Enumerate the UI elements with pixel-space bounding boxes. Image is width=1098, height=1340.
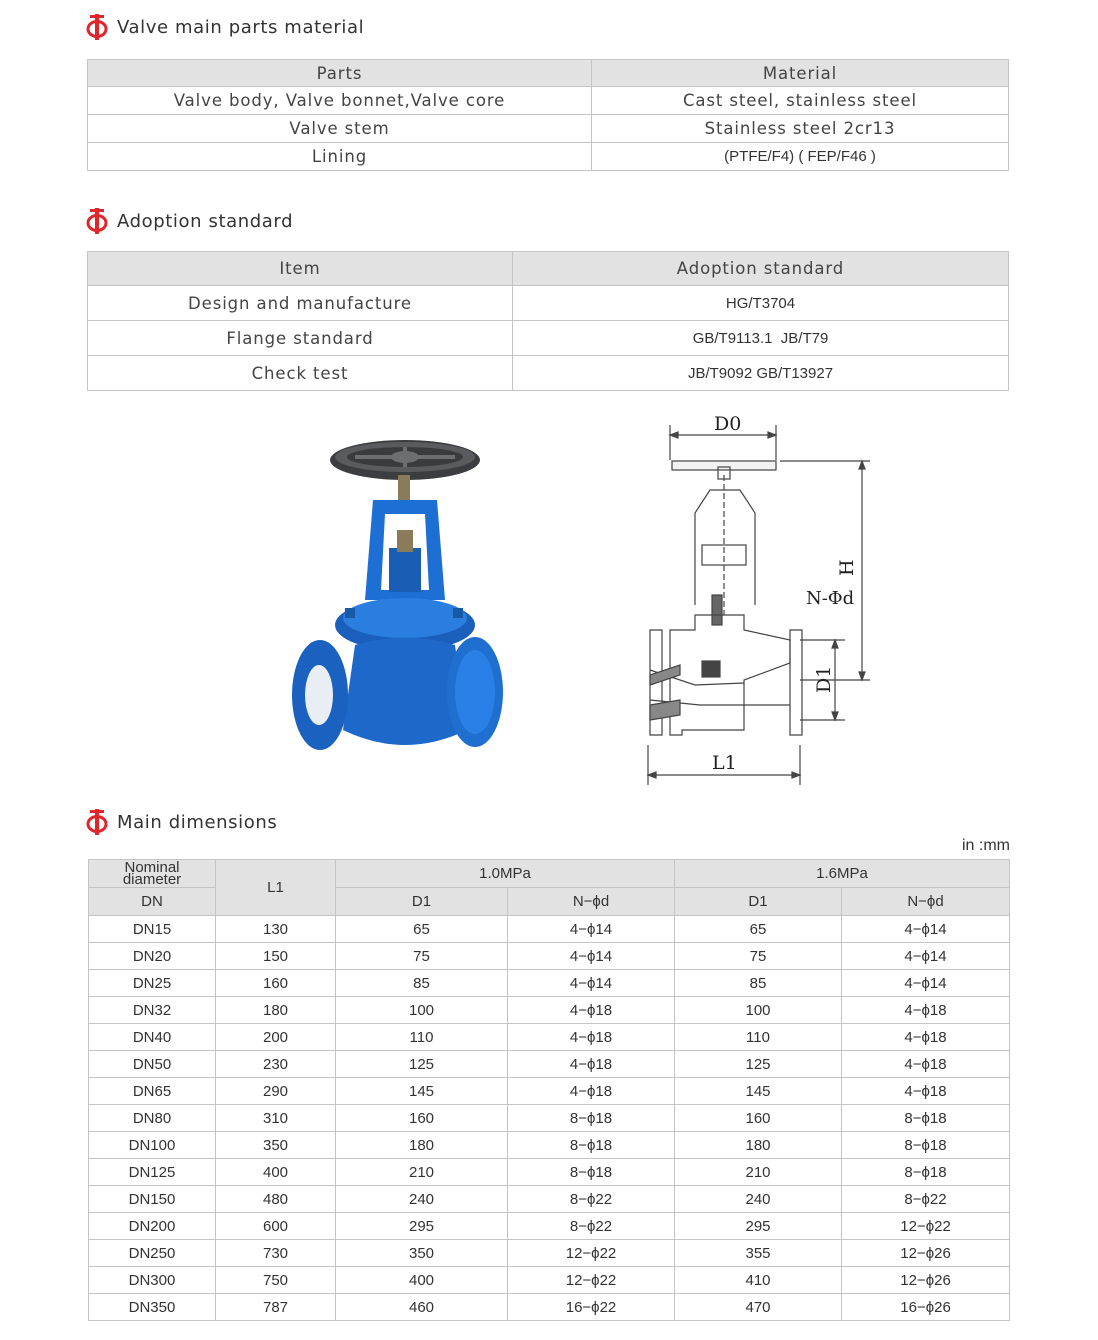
dn-cell: DN150 bbox=[89, 1186, 216, 1213]
d1-cell-1mpa: 145 bbox=[336, 1078, 508, 1105]
table-row bbox=[89, 943, 1010, 970]
n-phi-d-cell-1mpa: 12−ϕ22 bbox=[508, 1267, 675, 1294]
dim-label-l1: L1 bbox=[712, 752, 737, 774]
table-row bbox=[88, 286, 1009, 321]
col-header-d1: D1 bbox=[336, 888, 508, 916]
d1-cell-1-6mpa: 210 bbox=[675, 1159, 842, 1186]
table-row bbox=[88, 87, 1009, 115]
standards-section-title bbox=[86, 208, 293, 234]
d1-cell-1-6mpa: 110 bbox=[675, 1024, 842, 1051]
d1-cell-1mpa: 100 bbox=[336, 997, 508, 1024]
l1-cell: 130 bbox=[216, 916, 336, 943]
col-header-nominal-diameter bbox=[89, 860, 216, 888]
nominal-line-1: Nominal bbox=[124, 859, 180, 876]
part-material: Cast steel, stainless steel bbox=[592, 87, 1009, 115]
l1-cell: 200 bbox=[216, 1024, 336, 1051]
table-row bbox=[89, 1159, 1010, 1186]
n-phi-d-cell-1-6mpa: 8−ϕ22 bbox=[842, 1186, 1010, 1213]
valve-photo bbox=[285, 430, 510, 785]
l1-cell: 180 bbox=[216, 997, 336, 1024]
dn-cell: DN65 bbox=[89, 1078, 216, 1105]
n-phi-d-cell-1mpa: 16−ϕ22 bbox=[508, 1294, 675, 1321]
materials-title-text: Valve main parts material bbox=[117, 16, 365, 38]
dn-cell: DN100 bbox=[89, 1132, 216, 1159]
l1-cell: 160 bbox=[216, 970, 336, 997]
table-row bbox=[89, 916, 1010, 943]
standard-value: JB/T9092 GB/T13927 bbox=[513, 356, 1009, 391]
n-phi-d-cell-1mpa: 8−ϕ22 bbox=[508, 1186, 675, 1213]
n-phi-d-cell-1-6mpa: 8−ϕ18 bbox=[842, 1132, 1010, 1159]
col-header-item: Item bbox=[88, 252, 513, 286]
dn-cell: DN40 bbox=[89, 1024, 216, 1051]
valve-cross-section-diagram bbox=[640, 405, 880, 790]
col-header-material: Material bbox=[592, 60, 1009, 87]
d1-cell-1mpa: 295 bbox=[336, 1213, 508, 1240]
l1-cell: 730 bbox=[216, 1240, 336, 1267]
d1-cell-1-6mpa: 355 bbox=[675, 1240, 842, 1267]
n-phi-d-cell-1-6mpa: 4−ϕ14 bbox=[842, 970, 1010, 997]
d1-cell-1mpa: 160 bbox=[336, 1105, 508, 1132]
n-phi-d-cell-1mpa: 12−ϕ22 bbox=[508, 1240, 675, 1267]
d1-cell-1-6mpa: 240 bbox=[675, 1186, 842, 1213]
table-row bbox=[89, 997, 1010, 1024]
d1-cell-1mpa: 240 bbox=[336, 1186, 508, 1213]
l1-cell: 400 bbox=[216, 1159, 336, 1186]
dn-cell: DN300 bbox=[89, 1267, 216, 1294]
l1-cell: 230 bbox=[216, 1051, 336, 1078]
d1-cell-1mpa: 65 bbox=[336, 916, 508, 943]
col-header-d1: D1 bbox=[675, 888, 842, 916]
n-phi-d-cell-1mpa: 4−ϕ14 bbox=[508, 916, 675, 943]
d1-cell-1mpa: 85 bbox=[336, 970, 508, 997]
standards-title-text: Adoption standard bbox=[117, 210, 294, 232]
d1-cell-1-6mpa: 470 bbox=[675, 1294, 842, 1321]
n-phi-d-cell-1-6mpa: 12−ϕ26 bbox=[842, 1267, 1010, 1294]
dim-label-d1: D1 bbox=[813, 665, 835, 693]
part-name: Valve body, Valve bonnet,Valve core bbox=[88, 87, 592, 115]
table-row bbox=[89, 970, 1010, 997]
n-phi-d-cell-1-6mpa: 4−ϕ14 bbox=[842, 916, 1010, 943]
n-phi-d-cell-1mpa: 4−ϕ18 bbox=[508, 1078, 675, 1105]
n-phi-d-cell-1mpa: 8−ϕ22 bbox=[508, 1213, 675, 1240]
table-row bbox=[88, 356, 1009, 391]
d1-cell-1mpa: 110 bbox=[336, 1024, 508, 1051]
col-header-parts: Parts bbox=[88, 60, 592, 87]
dim-label-d0: D0 bbox=[714, 413, 742, 435]
valve-symbol-icon bbox=[86, 809, 108, 835]
standard-value: HG/T3704 bbox=[513, 286, 1009, 321]
d1-cell-1-6mpa: 410 bbox=[675, 1267, 842, 1294]
dn-cell: DN350 bbox=[89, 1294, 216, 1321]
n-phi-d-cell-1mpa: 8−ϕ18 bbox=[508, 1132, 675, 1159]
d1-cell-1mpa: 210 bbox=[336, 1159, 508, 1186]
n-phi-d-cell-1-6mpa: 4−ϕ18 bbox=[842, 1078, 1010, 1105]
d1-cell-1-6mpa: 125 bbox=[675, 1051, 842, 1078]
col-header-pressure-1: 1.0MPa bbox=[336, 860, 675, 888]
l1-cell: 350 bbox=[216, 1132, 336, 1159]
dimensions-section-title bbox=[86, 809, 277, 835]
table-row bbox=[89, 1078, 1010, 1105]
table-row bbox=[89, 1024, 1010, 1051]
standard-value: GB/T9113.1 JB/T79 bbox=[513, 321, 1009, 356]
n-phi-d-cell-1mpa: 4−ϕ18 bbox=[508, 1024, 675, 1051]
table-row bbox=[89, 1132, 1010, 1159]
valve-symbol-icon bbox=[86, 208, 108, 234]
table-row bbox=[88, 143, 1009, 171]
dimensions-title-text: Main dimensions bbox=[117, 811, 278, 833]
d1-cell-1mpa: 460 bbox=[336, 1294, 508, 1321]
l1-cell: 310 bbox=[216, 1105, 336, 1132]
table-row bbox=[89, 1267, 1010, 1294]
d1-cell-1-6mpa: 85 bbox=[675, 970, 842, 997]
materials-table bbox=[87, 59, 1009, 171]
d1-cell-1mpa: 125 bbox=[336, 1051, 508, 1078]
table-row bbox=[89, 1186, 1010, 1213]
n-phi-d-cell-1mpa: 8−ϕ18 bbox=[508, 1159, 675, 1186]
d1-cell-1mpa: 400 bbox=[336, 1267, 508, 1294]
dimensions-table bbox=[88, 859, 1010, 1321]
dn-cell: DN250 bbox=[89, 1240, 216, 1267]
n-phi-d-cell-1-6mpa: 4−ϕ14 bbox=[842, 943, 1010, 970]
dim-label-h: H bbox=[836, 559, 858, 576]
n-phi-d-cell-1-6mpa: 4−ϕ18 bbox=[842, 1051, 1010, 1078]
dn-cell: DN200 bbox=[89, 1213, 216, 1240]
dn-cell: DN20 bbox=[89, 943, 216, 970]
table-row bbox=[89, 1051, 1010, 1078]
col-header-n-phi-d: N−ϕd bbox=[842, 888, 1010, 916]
table-row bbox=[89, 1105, 1010, 1132]
col-header-l1: L1 bbox=[216, 860, 336, 916]
d1-cell-1-6mpa: 100 bbox=[675, 997, 842, 1024]
table-row bbox=[88, 321, 1009, 356]
n-phi-d-cell-1-6mpa: 8−ϕ18 bbox=[842, 1105, 1010, 1132]
part-material: (PTFE/F4) ( FEP/F46 ) bbox=[592, 143, 1009, 171]
unit-label: in :mm bbox=[962, 837, 1010, 854]
l1-cell: 480 bbox=[216, 1186, 336, 1213]
col-header-pressure-2: 1.6MPa bbox=[675, 860, 1010, 888]
dn-cell: DN80 bbox=[89, 1105, 216, 1132]
standard-item: Flange standard bbox=[88, 321, 513, 356]
table-row bbox=[89, 1240, 1010, 1267]
standards-table bbox=[87, 251, 1009, 391]
part-material: Stainless steel 2cr13 bbox=[592, 115, 1009, 143]
valve-symbol-icon bbox=[86, 14, 108, 40]
dn-cell: DN15 bbox=[89, 916, 216, 943]
standard-item: Design and manufacture bbox=[88, 286, 513, 321]
n-phi-d-cell-1-6mpa: 4−ϕ18 bbox=[842, 997, 1010, 1024]
d1-cell-1-6mpa: 160 bbox=[675, 1105, 842, 1132]
d1-cell-1-6mpa: 75 bbox=[675, 943, 842, 970]
col-header-n-phi-d: N−ϕd bbox=[508, 888, 675, 916]
l1-cell: 750 bbox=[216, 1267, 336, 1294]
table-row bbox=[89, 1294, 1010, 1321]
n-phi-d-cell-1-6mpa: 8−ϕ18 bbox=[842, 1159, 1010, 1186]
table-row bbox=[89, 1213, 1010, 1240]
d1-cell-1-6mpa: 145 bbox=[675, 1078, 842, 1105]
l1-cell: 150 bbox=[216, 943, 336, 970]
n-phi-d-cell-1-6mpa: 12−ϕ22 bbox=[842, 1213, 1010, 1240]
n-phi-d-cell-1mpa: 4−ϕ18 bbox=[508, 997, 675, 1024]
n-phi-d-cell-1mpa: 8−ϕ18 bbox=[508, 1105, 675, 1132]
d1-cell-1-6mpa: 65 bbox=[675, 916, 842, 943]
d1-cell-1mpa: 350 bbox=[336, 1240, 508, 1267]
dn-cell: DN125 bbox=[89, 1159, 216, 1186]
l1-cell: 787 bbox=[216, 1294, 336, 1321]
n-phi-d-cell-1-6mpa: 12−ϕ26 bbox=[842, 1240, 1010, 1267]
d1-cell-1mpa: 75 bbox=[336, 943, 508, 970]
nominal-line-2: diameter bbox=[122, 870, 182, 888]
part-name: Lining bbox=[88, 143, 592, 171]
n-phi-d-cell-1mpa: 4−ϕ14 bbox=[508, 970, 675, 997]
l1-cell: 600 bbox=[216, 1213, 336, 1240]
dn-cell: DN32 bbox=[89, 997, 216, 1024]
dn-cell: DN50 bbox=[89, 1051, 216, 1078]
dim-label-n-phi-d: N-Φd bbox=[806, 588, 855, 609]
materials-section-title bbox=[86, 14, 364, 40]
standard-item: Check test bbox=[88, 356, 513, 391]
col-header-adoption-standard: Adoption standard bbox=[513, 252, 1009, 286]
part-name: Valve stem bbox=[88, 115, 592, 143]
dn-cell: DN25 bbox=[89, 970, 216, 997]
n-phi-d-cell-1-6mpa: 16−ϕ26 bbox=[842, 1294, 1010, 1321]
col-header-dn: DN bbox=[89, 888, 216, 916]
n-phi-d-cell-1-6mpa: 4−ϕ18 bbox=[842, 1024, 1010, 1051]
table-row bbox=[88, 115, 1009, 143]
n-phi-d-cell-1mpa: 4−ϕ18 bbox=[508, 1051, 675, 1078]
d1-cell-1-6mpa: 180 bbox=[675, 1132, 842, 1159]
d1-cell-1-6mpa: 295 bbox=[675, 1213, 842, 1240]
l1-cell: 290 bbox=[216, 1078, 336, 1105]
n-phi-d-cell-1mpa: 4−ϕ14 bbox=[508, 943, 675, 970]
d1-cell-1mpa: 180 bbox=[336, 1132, 508, 1159]
